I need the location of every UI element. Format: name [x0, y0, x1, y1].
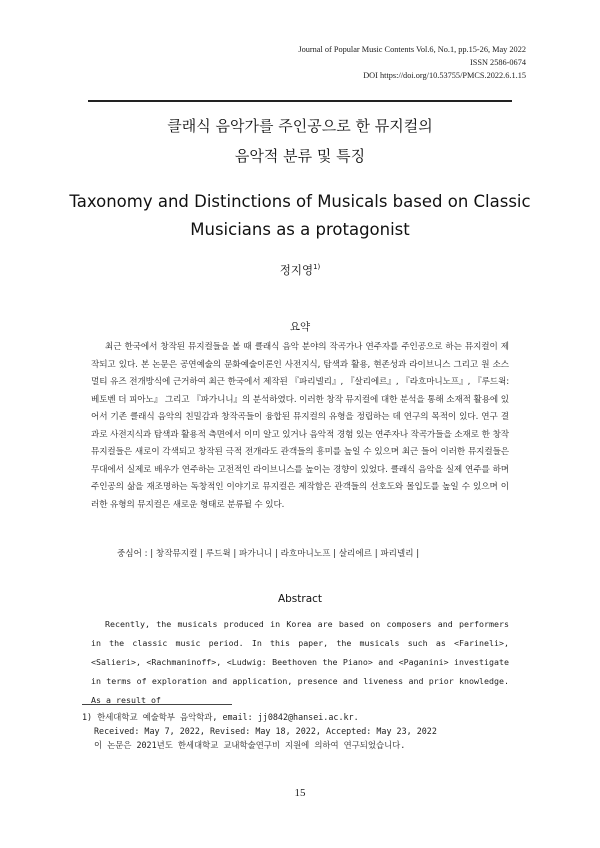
english-abstract — [91, 615, 509, 710]
english-title: Taxonomy and Distinctions of Musicals based on Classic Musicians as a protagonist — [69, 192, 531, 239]
issn: ISSN 2586-0674 — [469, 57, 526, 67]
footnote-funding: 이 논문은 2021년도 한세대학교 교내학술연구비 지원에 의하여 연구되었습니다. — [94, 740, 406, 750]
keywords: 중심어 : | 창작뮤지컬 | 루드윅 | 파가니니 | 라흐마니노프 | 살리에르 | 파리넬리 | — [117, 549, 420, 559]
footnote — [82, 710, 522, 752]
korean-abstract-body: 최근 한국에서 창작된 뮤지컬들을 볼 때 클래식 음악 분야의 작곡가나 연주자를 주인공으로 하는 뮤지컬이 제작되고 있다. 본 논문은 공연예술의 문화예술이론인 사전지식, 탐색과 활용, 현존성과 라이브니스 그리고 원 소스 멀티 유즈 전개방식에 근거하여 최근 한국에서 제작된 『파리넬리』, 『살리에르』, 『라흐마니노프』, 『루드윅:베토벤 더 피아노』 그리고 『파가니니』의 분석하였다. 이러한 창작 뮤지컬에 대한 분석을 통해 소재적 활용에 있어서 기존 클래식 음악의 친밀감과 창작곡들이 융합된 뮤지컬의 유형을 정립하는 데 연구의 목적이 있다. 연구 결과로 사전지식과 탐색과 활용적 측면에서 이미 알고 있거나 음악적 경험 있는 연주자나 작곡가들을 소재로 한 창작 뮤지컬들은 새로이 각색되고 창작된 극적 전개라도 관객들의 흥미를 높일 수 있으며 최근 들어 이러한 뮤지컬들은 무대에서 실제로 배우가 연주하는 고전적인 라이브니스를 높이는 경향이 있었다. 클래식 음악을 실제 연주를 하며 주인공의 삶을 재조명하는 독창적인 이야기로 뮤지컬은 제작함은 관객들의 선호도와 몰입도를 높일 수 있으며 이러한 유형의 뮤지컬은 새로운 형태로 분류될 수 있다. — [91, 342, 509, 510]
korean-title-line1: 클래식 음악가를 주인공으로 한 뮤지컬의 — [167, 117, 433, 135]
author-footnote-mark: 1) — [313, 263, 321, 272]
author-line — [88, 262, 512, 278]
page-number: 15 — [294, 787, 306, 799]
footnote-affiliation: 1) 한세대학교 예술학부 음악학과, email: jj0842@hansei.ac.kr. — [82, 712, 359, 722]
title-divider — [88, 100, 512, 102]
english-abstract-heading: Abstract — [277, 593, 323, 605]
doi: DOI https://doi.org/10.53755/PMCS.2022.6.1.15 — [363, 70, 526, 80]
english-abstract-body: Recently, the musicals produced in Korea are based on composers and performers in the classic music period. In this paper, the musicals such as <Farineli>, <Salieri>, <Rachmaninoff>, <Ludwig: Beethoven the Piano> and <Paganini> investigate in terms of exploration and application, presence and liveness and prior knowledge. As a result of — [91, 619, 509, 705]
korean-title-line2: 음악적 분류 및 특징 — [234, 147, 366, 165]
journal-citation: Journal of Popular Music Contents Vol.6, No.1, pp.15-26, May 2022 — [298, 45, 526, 54]
footnote-dates: Received: May 7, 2022, Revised: May 18, 2022, Accepted: May 23, 2022 — [94, 726, 437, 736]
korean-abstract-heading: 요약 — [289, 321, 311, 333]
korean-abstract — [91, 339, 509, 514]
footnote-divider — [82, 704, 232, 705]
journal-header — [298, 44, 526, 82]
author-name: 정지영 — [279, 263, 314, 277]
